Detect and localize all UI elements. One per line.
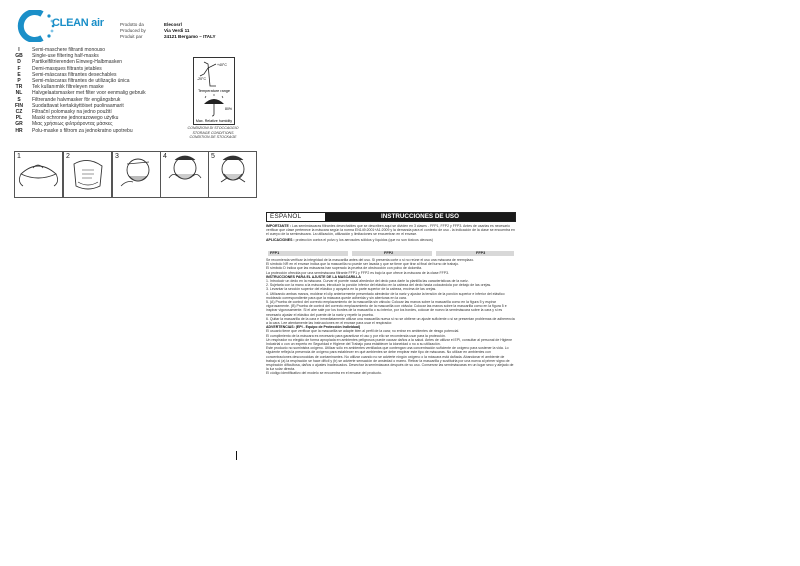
temp-low: -20°C — [197, 77, 206, 81]
logo-text: CLEAN air — [52, 17, 104, 29]
language-code: FIN — [14, 102, 24, 109]
language-code: HR — [15, 127, 23, 134]
language-text: Tek kullanımlık filtreleyen maske — [32, 84, 104, 91]
humidity-high: 80% — [225, 107, 233, 111]
section-title: INSTRUCCIONES DE USO — [325, 213, 515, 221]
brand-logo — [16, 10, 108, 40]
language-text: Halvgelaatsmasker met filter voor eenmalig gebruik — [32, 90, 146, 97]
language-code: E — [17, 71, 21, 78]
fitting-step: 6. Quitar la mascarilla de la cara e inmediatamente utilizar una mascarilla nueva si no se obtiene un ajuste suficiente o si se presentan problemas de adherencia a la cara. Lee atentamente las instrucciones en el envase para usar el respirador. — [266, 316, 515, 326]
ffp1-bar — [268, 251, 348, 256]
language-text: Μιας χρήσεως φιλτράροντας μάσκες — [32, 121, 113, 128]
step-number: 1 — [17, 153, 21, 160]
temp-high: +40°C — [217, 63, 227, 67]
storage-caption — [178, 126, 248, 140]
intro-line: Se recomienda verificar la integridad de la mascarilla antes del uso. Si presenta corte o si no reúne el uso una máscara de reemplazo. — [266, 258, 475, 262]
language-text: Demi-masques filtrants jetables — [32, 65, 102, 72]
thermometer-icon — [194, 58, 234, 124]
importante-label: IMPORTANTE : — [266, 224, 292, 228]
language-text: Filtrerande halvmasker för engångsbruk — [32, 96, 121, 103]
adjusting-mask-icon — [161, 152, 208, 197]
step-image-3 — [112, 151, 161, 198]
aplicaciones-text: protección contra el polvo y los aerosoles sólidos y líquidos (que no son tóxicos oleosos) — [295, 237, 433, 242]
storage-caption-line: CONDITION DE STOCKAGE — [189, 135, 237, 140]
aplicaciones-paragraph — [266, 238, 516, 242]
language-list — [6, 47, 146, 134]
language-code: GR — [15, 121, 23, 128]
producer-row — [120, 34, 216, 40]
step-number: 3 — [115, 153, 119, 160]
language-text: Partikelfiltrierenden Einweg-Halbmasken — [32, 59, 123, 66]
language-text: Single-use filtering half-masks — [32, 53, 99, 60]
aplicaciones-label: APLICACIONES : — [266, 237, 295, 242]
fitting-title: INSTRUCCIONES PARA EL AJUSTE DE LA MASCARILLA — [266, 274, 361, 279]
ffp1-label: FFP1 — [270, 251, 280, 255]
intro-line: El símbolo D indica que las máscaras han superado la prueba de obstrucción con polvo de dolomita. — [266, 266, 423, 271]
language-text: Semi-máscaras filtrantes desechables — [32, 71, 117, 78]
step-number: 2 — [66, 153, 70, 160]
storage-caption-line: CONDIZIONI DI STOCCAGGIO — [187, 126, 239, 130]
importante-text: Las semimáscaras filtrantes desechables que se describen aquí se dividen en 3 clases - FFP1, FFP2 y FFP3. Antes de usarlas es necesario verificar que clase pertenece la máscara según la norma EN149:2001+A1:2009 y la demanda para el contexto de uso - la indicación de la clase se encuentra en el cuerpo de la semimáscara. La utilización, utilización y limitaciones se encuentran en el envase. — [266, 224, 515, 237]
advertencias-line: El usuario tiene que verificar que la mascarilla se adapte bien al perfil de la cara; no entrar en ambientes de riesgo potencial. — [266, 329, 460, 334]
ffp-class-bar — [266, 251, 516, 257]
ffp3-label: FFP3 — [476, 251, 486, 255]
language-code: F — [17, 65, 21, 72]
producer-value: Elecosrl — [164, 22, 182, 27]
language-code: S — [17, 96, 21, 103]
language-code: I — [18, 47, 20, 53]
ffp3-bar — [436, 251, 514, 256]
advertencias-line: Un respirador no elegido de forma apropiada en ambientes peligrosos puede causar daños a la salud. Antes de utilizar el EPI, consultar al personal de Higiene Industrial o con un experto en Seguridad e Higiene del Trabajo para establecer la idoneidad o no a su utilización. — [266, 337, 513, 347]
language-code: NL — [15, 90, 23, 97]
language-code: GB — [15, 53, 23, 60]
producer-value: 24121 Bergamo – ITALY — [164, 34, 216, 40]
step-image-2 — [63, 151, 112, 198]
fitting-step: 5. (A) Prueba de control del correcto emplazamiento de la mascarilla sin válvula: Colocar las manos sobre la mascarilla como en la figura 5 y espirar vigorosamente. (B) Prueba de control del correcto emplazamiento de la mascarilla con válvula: Colocar las manos sobre la mascarilla como en la figura 5 e inspirar vigorosamente. Si el aire sale por los bordes de la mascarilla o su interior, por los bordes, colocar de nuevo la semimáscara sobre la cara y si es necesario ajustar el elástico del puente de la nariz y repetir la prueba. — [266, 300, 507, 317]
language-text: Polu-maske s filtrom za jednokratno upotrebu — [32, 127, 133, 134]
spanish-section — [266, 212, 516, 242]
language-text: Suodattavat kertakäyttöiset puolinaamarit — [32, 102, 124, 109]
importante-paragraph — [266, 224, 516, 237]
language-code: D — [17, 59, 21, 66]
section-header — [266, 212, 516, 222]
language-code: P — [17, 78, 21, 85]
producer-label: Prodotto da — [120, 22, 144, 27]
seal-check-icon — [209, 152, 256, 197]
step-image-4 — [160, 151, 209, 198]
language-text: Semi-maschere filtranti monouso — [32, 47, 106, 53]
producer-label: Produced by — [120, 28, 146, 34]
ffp2-label: FFP2 — [384, 251, 394, 255]
temp-label: Temperature range — [197, 89, 231, 93]
fitting-step: 2. Sujetarla con la mano a la máscara, introducir la porción inferior del elástico en la cabeza del dedo hasta colocándola por debajo de las orejas. — [266, 283, 492, 288]
intro-line: La protección ofrecida por una semimáscara filtrante FFP1 y FFP2 es bajo la que ofrece la máscara de la clase FFP3. — [266, 270, 450, 275]
humidity-label: Max. Relative humidity — [195, 119, 233, 123]
storage-conditions-box — [193, 57, 235, 125]
fitting-step: 1. Introducir un dedo en la máscara. Curvar el puente nasal alrededor del dedo para darle la plantilla las características de la nariz. — [266, 279, 469, 284]
mask-on-face-icon — [113, 152, 160, 197]
language-code: CZ — [15, 109, 23, 116]
section-language: ESPAÑOL — [270, 213, 302, 220]
advertencias-line: El código identificativo del modelo se encuentra en el envase del producto. — [266, 371, 382, 376]
storage-caption-line: STORAGE CONDITIONS — [192, 130, 234, 135]
logo-mark-icon — [16, 10, 56, 42]
step-image-1 — [14, 151, 63, 198]
language-text: Maski ochronne jednorazowego użytku — [32, 115, 119, 122]
intro-line: El símbolo NR en el envase indica que la mascarilla no puede ser lavada y que se tiene que tirar al final del turno de trabajo. — [266, 262, 460, 267]
producer-value: Via Verdi 11 — [164, 28, 190, 34]
language-text: Semi-máscaras filtrantes de utilização única — [32, 78, 130, 85]
producer-info — [120, 22, 216, 41]
step-number: 5 — [211, 153, 215, 160]
advertencias-label: ADVERTENCIAS: (EPI - Equipo de Protección Individual) — [266, 325, 361, 330]
language-row — [6, 128, 146, 134]
hand-holding-mask-icon — [64, 152, 111, 197]
advertencias-line: Este producto no suministra oxígeno. Utilizar sólo en ambientes ventilados que contengan una concentración suficiente de oxígeno para sostener la vida. Lo siguiente refleja la presencia de oxígeno para establecer en qué ambientes se debe emplear este tipo de máscaras. No utilizar en ambientes con concentraciones desconocidas de contaminantes. No utilizar cuando no se advierte ningún oxígeno o la máscara está dañada. Abandonar el ambiente de trabajo si (a) la respiración se hace difícil y (b) se advierte sensación de ansiedad o mareo. Retirar la mascarilla y sustituirla por una nueva al primer signo de respiración dificultosa, daños o ajustes inadecuados. Desechar la semimáscara después de su uso. Conservar las semimáscaras en un lugar seco y alejado de la luz solar directa. — [266, 346, 514, 372]
umbrella-icon — [204, 94, 224, 116]
producer-label: Produit par — [120, 34, 143, 40]
language-code: TR — [15, 84, 23, 91]
language-code: PL — [15, 115, 23, 122]
text-cursor — [236, 451, 237, 460]
fitting-step: 3. Levantar la sección superior del elástico y apoyarla en la parte superior de la cabeza, encima de las orejas. — [266, 287, 437, 292]
advertencias-line: El cumplimiento de la máscara es necesario para garantizar el uso y por ello se recomienda usar para la protección. — [266, 333, 446, 338]
fitting-step: 4. Utilizando ambas manos, moldear el clip anteriormente presentado alrededor de la nariz y ajustar la tensión de la porción superior e inferior del elástico moldeado correspondiente para que la máscara quede adherida y sin aberturas en la cara. — [266, 291, 505, 300]
step-number: 4 — [163, 153, 167, 160]
spanish-body — [266, 258, 516, 376]
step-image-5 — [208, 151, 257, 198]
mask-nosepiece-icon — [15, 152, 62, 197]
language-text: Filtrační polomasky na jedno použití — [32, 109, 112, 116]
